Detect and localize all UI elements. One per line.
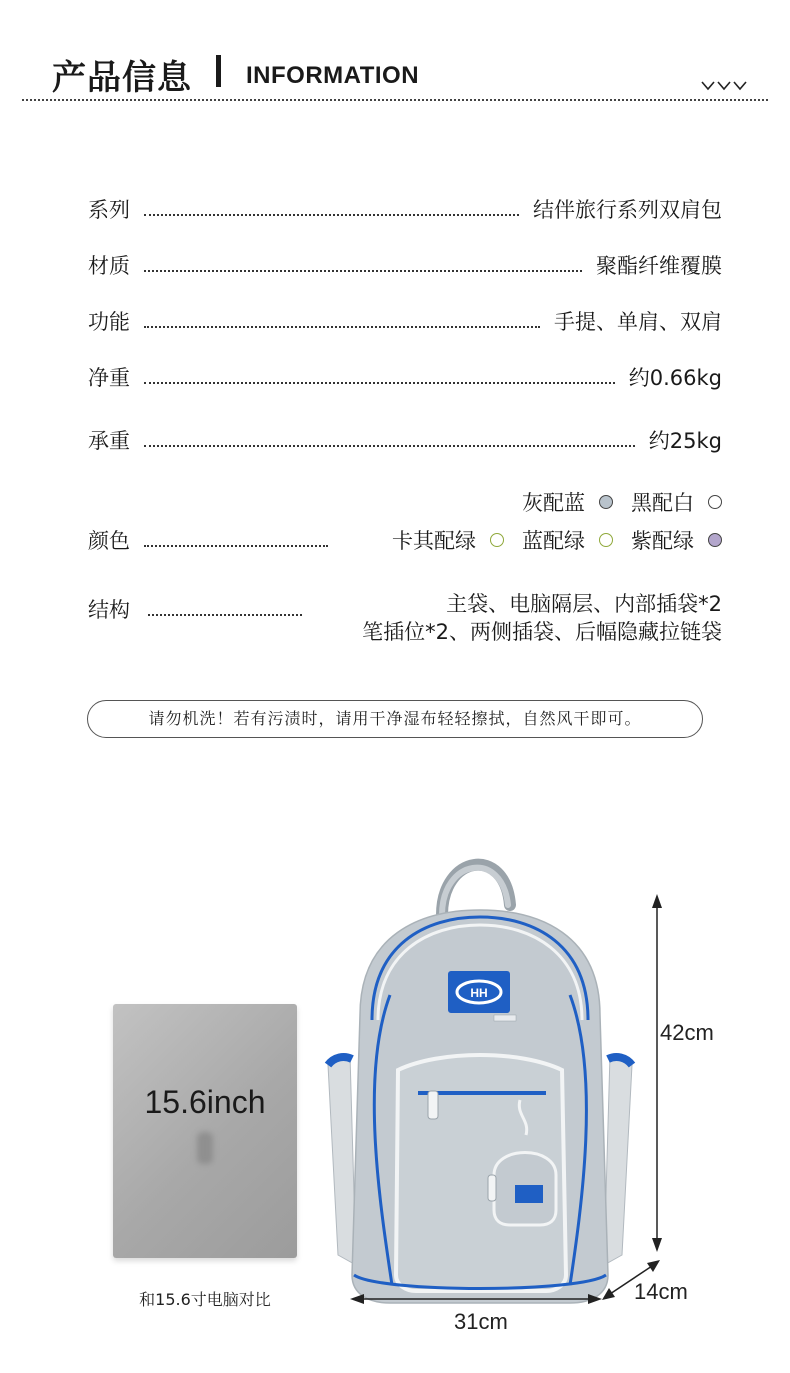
color-name: 紫配绿: [631, 529, 694, 553]
spec-value: 约25kg: [648, 429, 722, 453]
dot-leader: [144, 382, 615, 384]
height-dimension: 42cm: [660, 1020, 714, 1045]
laptop-size-label: 15.6inch: [144, 1084, 266, 1120]
page-title-en: INFORMATION: [246, 62, 420, 89]
color-swatch: [708, 533, 722, 547]
color-name: 黑配白: [631, 491, 694, 515]
header-divider: [22, 99, 768, 101]
color-swatch: [708, 495, 722, 509]
color-name: 蓝配绿: [522, 529, 585, 553]
spec-row-series: [88, 194, 722, 224]
spec-label: 材质: [88, 254, 130, 278]
dot-leader: [148, 614, 302, 616]
care-notice: 请勿机洗！若有污渍时，请用干净湿布轻轻擦拭，自然风干即可。: [87, 700, 703, 738]
spec-value: 聚酯纤维覆膜: [596, 254, 722, 278]
spec-value: 结伴旅行系列双肩包: [533, 198, 722, 222]
laptop-logo: [197, 1132, 213, 1164]
dot-leader: [144, 326, 540, 328]
spec-label: 结构: [88, 598, 130, 622]
spec-value: 约0.66kg: [628, 366, 722, 390]
color-swatch: [599, 533, 613, 547]
color-options-line-1: [522, 487, 722, 517]
spec-label: 系列: [88, 198, 130, 222]
color-swatch: [490, 533, 504, 547]
spec-label: 承重: [88, 429, 130, 453]
laptop-caption: 和15.6寸电脑对比: [139, 1290, 271, 1309]
page-title-cn: 产品信息: [52, 58, 192, 98]
spec-value: 手提、单肩、双肩: [554, 310, 722, 334]
dimension-arrows: [340, 890, 680, 1310]
spec-row-color: [88, 525, 328, 555]
color-name: 灰配蓝: [522, 491, 585, 515]
dot-leader: [144, 270, 582, 272]
depth-dimension: 14cm: [634, 1279, 688, 1304]
color-swatch: [599, 495, 613, 509]
dot-leader: [144, 445, 635, 447]
chevron-down-icon: [700, 78, 750, 92]
spec-row-function: [88, 306, 722, 336]
spec-row-material: [88, 250, 722, 280]
spec-label: 颜色: [88, 529, 130, 553]
spec-row-net-weight: [88, 362, 722, 392]
color-options-line-2: [392, 525, 722, 555]
spec-label: 净重: [88, 366, 130, 390]
spec-label: 功能: [88, 310, 130, 334]
width-dimension: 31cm: [454, 1309, 508, 1334]
dot-leader: [144, 214, 519, 216]
structure-line-1: 主袋、电脑隔层、内部插袋*2: [446, 592, 722, 616]
title-divider: [216, 55, 221, 87]
dot-leader: [144, 545, 328, 547]
spec-row-load: [88, 425, 722, 455]
svg-text:HH: HH: [470, 986, 488, 1000]
structure-line-2: 笔插位*2、两侧插袋、后幅隐藏拉链袋: [362, 620, 722, 644]
laptop-illustration: [113, 1004, 297, 1258]
color-name: 卡其配绿: [392, 529, 476, 553]
